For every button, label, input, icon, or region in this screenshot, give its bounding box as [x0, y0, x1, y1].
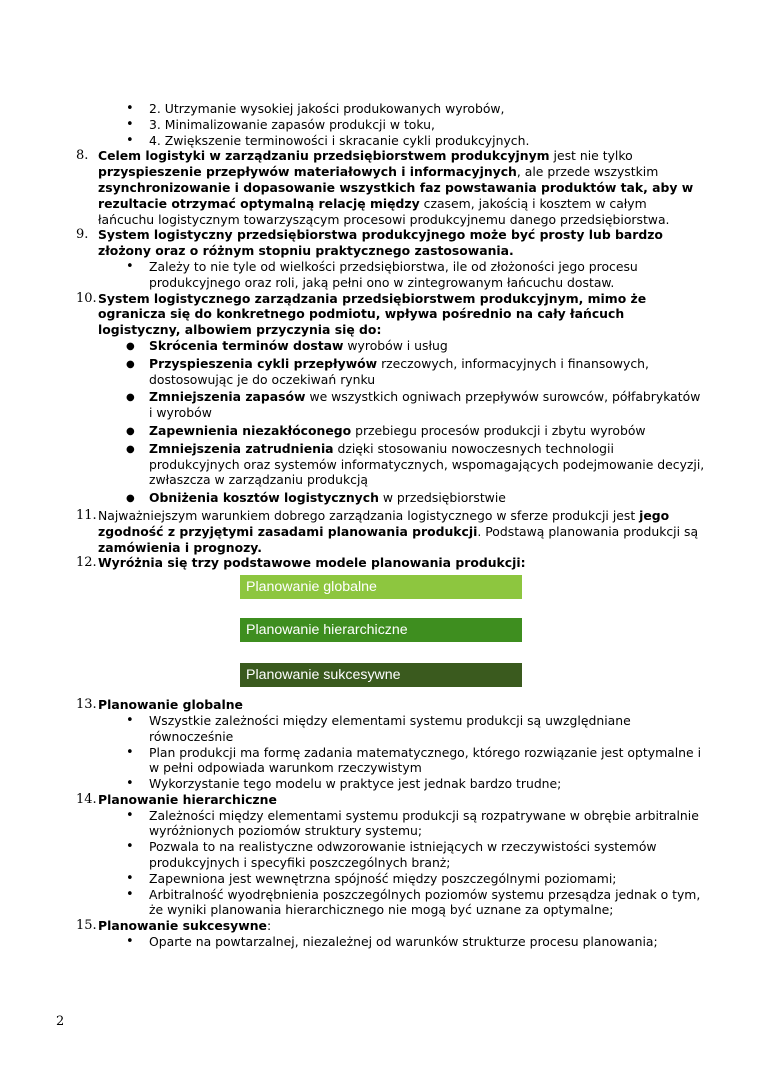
item-15: 15. Planowanie sukcesywne:: [76, 918, 272, 934]
list-item: • Pozwala to na realistyczne odwzorowanie istniejących w rzeczywistości systemów produkcyjnych i specyfiki poszczególnych branż;: [76, 839, 706, 871]
list-item: • Zależności między elementami systemu produkcji są rozpatrywane w obrębie arbitralnie wyróżnionych poziomów struktury systemu;: [76, 808, 706, 840]
item-15-bullets: [76, 934, 706, 950]
list-item: ● Przyspieszenia cykli przepływów rzeczowych, informacyjnych i finansowych, dostosowując je do oczekiwań rynku: [76, 356, 706, 388]
item-14-bullets: [76, 808, 706, 919]
list-item: ● Zmniejszenia zatrudnienia dzięki stosowaniu nowoczesnych technologii produkcyjnych oraz systemów informatycznych, wspomagających podejmowanie decyzji, zwłaszcza w zarządzaniu produkcją: [76, 441, 706, 488]
list-item: • Plan produkcji ma formę zadania matematycznego, którego rozwiązanie jest optymalne i w pełni odpowiada warunkom rzeczywistym: [76, 745, 706, 777]
page-number: 2: [56, 1014, 65, 1029]
planning-models-diagram: [240, 571, 706, 697]
list-item: • Wykorzystanie tego modelu w praktyce jest jednak bardzo trudne;: [76, 776, 706, 792]
list-item: ● Obniżenia kosztów logistycznych w przedsiębiorstwie: [76, 490, 706, 506]
item-number: 14.: [76, 791, 97, 807]
item-13-bullets: [76, 713, 706, 792]
item-13: 13. Planowanie globalne: [76, 697, 243, 713]
item-12: 12. Wyróżnia się trzy podstawowe modele planowania produkcji:: [76, 555, 526, 571]
list-item: • 2. Utrzymanie wysokiej jakości produkowanych wyrobów,: [76, 101, 706, 117]
item-number: 13.: [76, 697, 97, 713]
list-item: • Oparte na powtarzalnej, niezależnej od warunków strukturze procesu planowania;: [76, 934, 706, 950]
model-box-successive: Planowanie sukcesywne: [240, 663, 522, 687]
item-10: 10. System logistycznego zarządzania przedsiębiorstwem produkcyjnym, mimo że ogranicza się do konkretnego podmiotu, wpływa pośrednio na cały łańcuch logistyczny, albowiem przyczynia się do:: [76, 290, 647, 338]
item-9-bullets: [76, 259, 706, 291]
list-item: ● Zapewnienia niezakłóconego przebiegu procesów produkcji i zbytu wyrobów: [76, 423, 706, 439]
item-8: 8. Celem logistyki w zarządzaniu przedsiębiorstwem produkcyjnym jest nie tylko przyspieszenie przepływów materiałowych i informacyjnych, ale przede wszystkim zsynchronizowanie i dopasowanie wszystkich faz powstawania produktów tak, aby w rezultacie otrzymać optymalną relację między czasem, jakością i kosztem w całym łańcuchu logistycznym towarzyszącym procesowi produkcyjnemu danego przedsiębiorstwa.: [76, 148, 694, 227]
item-9: 9. System logistyczny przedsiębiorstwa produkcyjnego może być prosty lub bardzo złożony oraz o różnym stopniu praktycznego zastosowania.: [76, 227, 663, 259]
item-11: 11. Najważniejszym warunkiem dobrego zarządzania logistycznego w sferze produkcji jest jego zgodność z przyjętymi zasadami planowania produkcji. Podstawą planowania produkcji są zamówienia i prognozy.: [76, 507, 699, 555]
item-number: 8.: [76, 148, 89, 164]
list-item: • Zapewniona jest wewnętrzna spójność między poszczególnymi poziomami;: [76, 871, 706, 887]
item-number: 12.: [76, 555, 97, 571]
list-item: • Wszystkie zależności między elementami systemu produkcji są uwzględniane równocześnie: [76, 713, 706, 745]
document-content: [76, 101, 706, 950]
item-number: 11.: [76, 507, 97, 523]
item-number: 15.: [76, 918, 97, 934]
list-item: • Zależy to nie tyle od wielkości przedsiębiorstwa, ile od złożoności jego procesu produkcyjnego oraz roli, jaką pełni ono w zintegrowanym łańcuchu dostaw.: [76, 259, 706, 291]
list-top: [76, 101, 706, 148]
item-number: 10.: [76, 290, 97, 306]
model-box-global: Planowanie globalne: [240, 575, 522, 599]
list-item: • 3. Minimalizowanie zapasów produkcji w toku,: [76, 117, 706, 133]
list-item: • Arbitralność wyodrębnienia poszczególnych poziomów systemu przesądza jednak o tym, że wyniki planowania hierarchicznego nie mogą być uznane za optymalne;: [76, 887, 706, 919]
item-number: 9.: [76, 227, 89, 243]
model-box-hierarchical: Planowanie hierarchiczne: [240, 618, 522, 642]
list-item: ● Skrócenia terminów dostaw wyrobów i usług: [76, 338, 706, 354]
list-item: ● Zmniejszenia zapasów we wszystkich ogniwach przepływów surowców, półfabrykatów i wyrobów: [76, 389, 706, 421]
list-item: • 4. Zwiększenie terminowości i skracanie cykli produkcyjnych.: [76, 133, 706, 149]
item-14: 14. Planowanie hierarchiczne: [76, 791, 277, 807]
item-10-bullets: [76, 338, 706, 506]
